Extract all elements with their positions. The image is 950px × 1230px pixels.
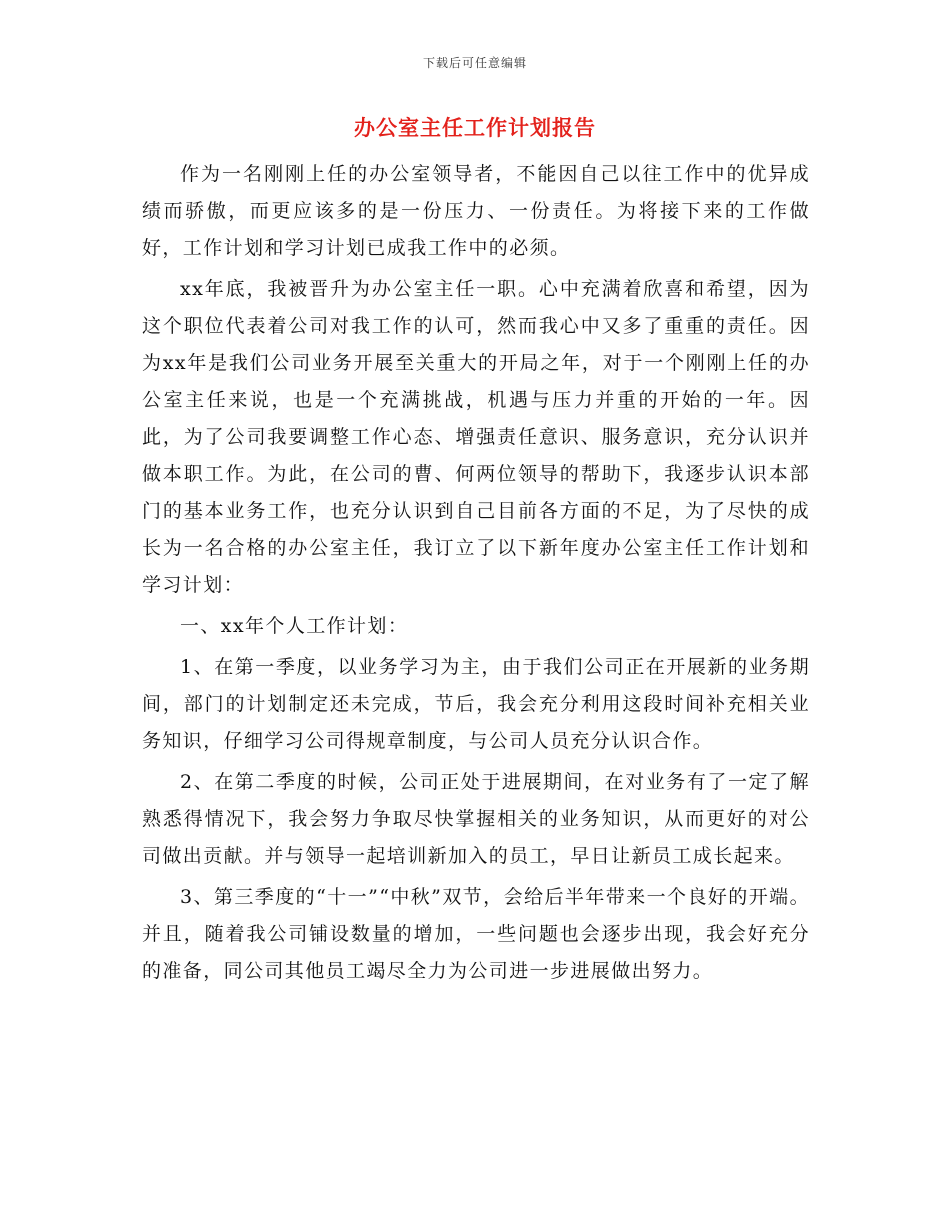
paragraph-q3: 3、第三季度的“十一”“中秋”双节，会给后半年带来一个良好的开端。并且，随着我公司铺设数量的增加，一些问题也会逐步出现，我会好充分的准备，同公司其他员工竭尽全力为公司进一步进展做出努力。 xyxy=(142,886,810,982)
paragraph-q2: 2、在第二季度的时候，公司正处于进展期间，在对业务有了一定了解熟悉得情况下，我会努力争取尽快掌握相关的业务知识，从而更好的对公司做出贡献。并与领导一起培训新加入的员工，早日让新员工成长起来。 xyxy=(142,771,810,867)
section-heading-work-plan: 一、xx年个人工作计划： xyxy=(180,615,409,637)
document-body xyxy=(142,156,810,994)
paragraph-q1: 1、在第一季度，以业务学习为主，由于我们公司正在开展新的业务期间，部门的计划制定还未完成，节后，我会充分利用这段时间补充相关业务知识，仔细学习公司得规章制度，与公司人员充分认识合作。 xyxy=(142,656,810,752)
header-note: 下载后可任意编辑 xyxy=(422,56,527,70)
paragraph-background: xx年底，我被晋升为办公室主任一职。心中充满着欣喜和希望，因为这个职位代表着公司对我工作的认可，然而我心中又多了重重的责任。因为xx年是我们公司业务开展至关重大的开局之年，对于一个刚刚上任的办公室主任来说，也是一个充满挑战，机遇与压力并重的开始的一年。因此，为了公司我要调整工作心态、增强责任意识、服务意识，充分认识并做本职工作。为此，在公司的曹、何两位领导的帮助下，我逐步认识本部门的基本业务工作，也充分认识到自己目前各方面的不足，为了尽快的成长为一名合格的办公室主任，我订立了以下新年度办公室主任工作计划和学习计划： xyxy=(142,278,810,596)
document-title: 办公室主任工作计划报告 xyxy=(354,115,596,140)
paragraph-intro: 作为一名刚刚上任的办公室领导者，不能因自己以往工作中的优异成绩而骄傲，而更应该多的是一份压力、一份责任。为将接下来的工作做好，工作计划和学习计划已成我工作中的必须。 xyxy=(142,163,810,259)
